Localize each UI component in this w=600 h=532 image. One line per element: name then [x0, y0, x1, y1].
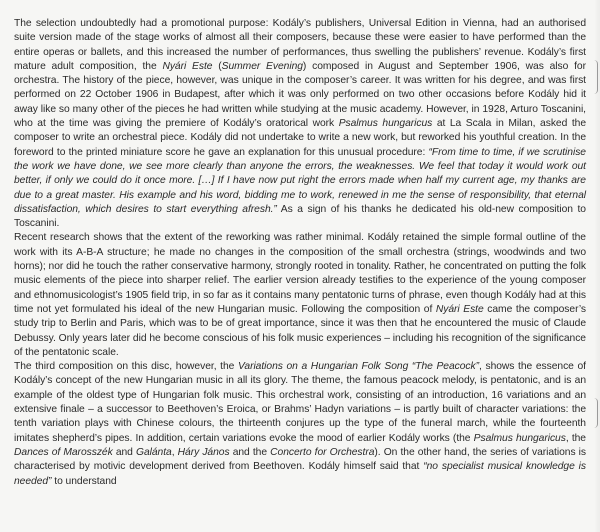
italic-text-run: “From time to time, if we scrutinise the work we have done, we see more clearly than anyone the errors, the weaknesses. We feel that today it would work out better, if only we could do it once more. […] If I have now put right the errors made when half my current age, my thanks are due to a great master. His example and his word, bidding me to work, renewed in me the sense of responsibility, that eternal dissatisfaction, which desires to start everything afresh.”	[14, 146, 586, 215]
binding-mark-top	[594, 60, 598, 94]
italic-text-run: Concerto for Orchestra	[270, 446, 375, 458]
italic-text-run: Galánta	[135, 446, 172, 458]
italic-text-run: Variations on a Hungarian Folk Song “The Peacock”	[237, 361, 480, 373]
text-run: ,	[171, 446, 178, 458]
text-run: The selection undoubtedly had a promotional purpose: Kodály’s publishers, Universal Edition in Vienna, had an authorised suite version made of the stage works of almost all their composers, because these were easier to have performed than the entire operas or ballets, and this increased the number of performances, thus swelling the publishers’ revenue. Kodály’s first mature adult composition, the	[14, 18, 586, 72]
text-run: , shows the essence of Kodály’s concept of the new Hungarian music in all its glory. The theme, the famous peacock melody, is pentatonic, and is an example of the oldest type of Hungarian folk music. This orchestral work, consisting of an introduction, 16 variations and an extensive finale – a successor to Beethoven’s Eroica, or Brahms’ Hadyn variations – is partly built of character variations: the tenth variation plays with Chinese colours, the thirteenth conjures up the type of the funeral march, while the fourteenth imitates shepherd’s pipes. In addition, certain variations evoke the mood of earlier Kodály works (the	[14, 361, 586, 444]
italic-text-run: “no specialist musical knowledge is needed”	[14, 461, 587, 487]
text-run: ). On the other hand, the series of variations is characterised by motivic development derived from Beethoven. Kodály himself said that	[14, 446, 587, 473]
text-run: Recent research shows that the extent of the reworking was rather minimal. Kodály retained the simple formal outline of the work with its A-B-A structure; he made no changes in the composition of the small orchestra (strings, woodwinds and two horns); nor did he touch the rather conservative harmony, strongly rooted in tonality. Rather, he concentrated on putting the folk music elements of the piece into sharper relief. The earlier version already testifies to the experience of the young composer and ethnomusicologist’s 1905 field trip, in so far as it contains many pentatonic turns of phrase, even though Kodály had at this time not yet formulated his ideal of the new Hungarian music. Following the composition of	[14, 232, 586, 315]
italic-text-run: Summer Evening	[221, 60, 303, 72]
text-run: to understand	[51, 475, 117, 487]
text-run: at La Scala in Milan, asked the composer to write an orchestral piece. Kodály did not undertake to write a new work, but reworked his youthful creation. In the foreword to the printed miniature score he gave an explanation for this unusual procedure:	[14, 118, 586, 158]
italic-text-run: Nyári Este	[162, 60, 213, 72]
italic-text-run: Psalmus hungaricus	[473, 432, 566, 444]
italic-text-run: Dances of Marosszék	[14, 446, 113, 458]
text-run: As a sign of his thanks he dedicated his old-new composition to Toscanini.	[14, 203, 586, 230]
text-run: , the	[565, 432, 586, 444]
text-run: ) composed in August and September 1906, was also for orchestra. The history of the piece, however, was unique in the composer’s career. It was written for his degree, and was first performed on 22 October 1906 in Budapest, after which it was only performed on two other occasions before Kodály hid it away like so many other of the pieces he had written while studying at the music academy. However, in 1928, Arturo Toscanini, who at the time was giving the premiere of Kodály’s oratorical work	[14, 60, 586, 130]
text-run: and the	[229, 446, 271, 458]
text-run: and	[112, 446, 136, 458]
paragraph-1	[14, 17, 586, 231]
text-run: The third composition on this disc, however, the	[14, 361, 238, 373]
paragraph-2	[14, 231, 586, 360]
text-run: came the composer’s study trip to Berlin and Paris, which was to be of great importance, since it was then that he encountered the music of Claude Debussy. Only years later did he become conscious of his folk music experiences – including his recognition of the significance of the pentatonic scale.	[14, 303, 586, 358]
binding-mark-bottom	[594, 398, 598, 428]
paragraph-3	[14, 360, 586, 489]
italic-text-run: Nyári Este	[435, 303, 484, 315]
text-run: (	[212, 60, 222, 72]
italic-text-run: Háry János	[177, 446, 230, 458]
italic-text-run: Psalmus hungaricus	[338, 118, 433, 130]
body-text	[14, 17, 586, 489]
